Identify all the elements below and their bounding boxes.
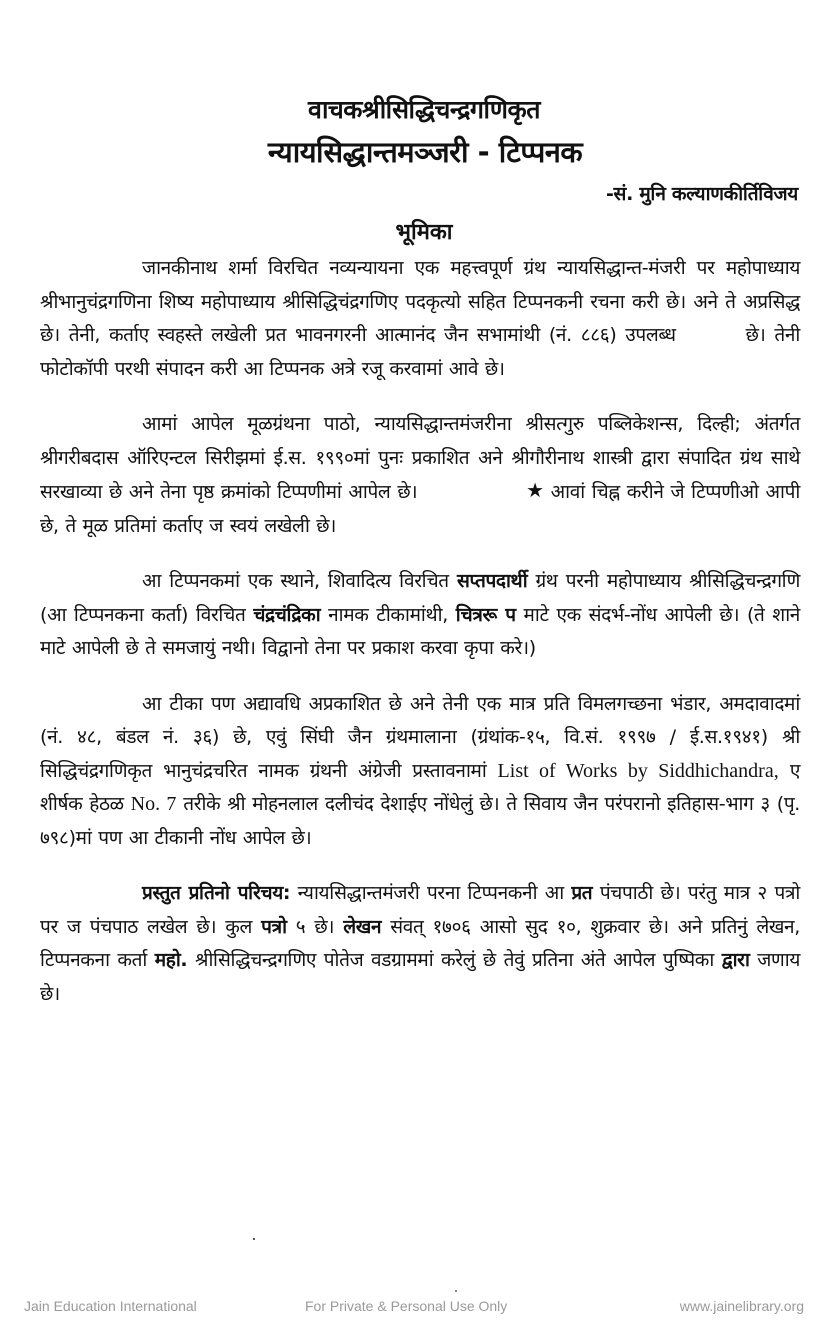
paragraph-2-text-b: आवां चिह्न करीने जे टिप्पणीओ आपी छे, ते मूळ प्रतिमां कर्ताए ज स्वयं लखेली छे। [40,481,800,537]
paragraph-4-text-c: तरीके श्री मोहनलाल दलीचंद देशाईए नोंधेलुं छे। ते सिवाय जैन परंपरानो इतिहास-भाग ३ (पृ. ७९८)मां पण आ टीकानी नोंध आपेल छे। [40,793,800,849]
page-footer [0,1298,828,1318]
page-title: न्यायसिद्धान्तमञ्जरी - टिप्पनक [267,135,583,169]
paragraph-5-bold-d: महो. [154,949,188,971]
scan-speck [455,1290,457,1292]
paragraph-2 [40,408,800,543]
section-heading-bhumika: भूमिका [395,220,453,245]
paragraph-5-text-e: श्रीसिद्धिचन्द्रगणिए पोतेज वडग्राममां करेलुं छे तेवुं प्रतिना अंते आपेल पुष्पिका [195,949,714,971]
paragraph-5-bold-a: प्रत [571,882,593,904]
paragraph-4 [40,688,800,856]
paragraph-2-text-a: आमां आपेल मूळग्रंथना पाठो, न्यायसिद्धान्तमंजरीना श्रीसत्गुरु पब्लिकेशन्स, दिल्ही; अंतर्गत श्रीगरीबदास ऑरिएन्टल सिरीझमां ई.स. १९९०मां पुनः प्रकाशित अने श्रीगौरीनाथ शास्त्री द्वारा संपादित ग्रंथ साथे सरखाव्या छे अने तेना पृष्ठ क्रमांको टिप्पणीमां आपेल छे। [40,413,800,503]
paragraph-5-text-b: पंचपाठी छे। परंतु मात्र २ पत्रो पर ज पंचपाठ लखेल छे। कुल [40,882,800,938]
attribution-heading: वाचकश्रीसिद्धिचन्द्रगणिकृत [308,95,540,124]
paragraph-1-text-a: जानकीनाथ शर्मा विरचित नव्यन्यायना एक महत्त्वपूर्ण ग्रंथ न्यायसिद्धान्त-मंजरी पर महोपाध्याय श्रीभानुचंद्रगणिना शिष्य महोपाध्याय श्रीसिद्धिचंद्रगणिए पदकृत्यो सहित टिप्पनकनी रचना करी छे। अने ते अप्रसिद्ध छे। तेनी, कर्ताए स्वहस्ते लखेली प्रत भावनगरनी आत्मानंद जैन सभामांथी (नं. ८८६) उपलब्ध [40,257,800,346]
paragraph-1 [40,252,800,386]
paragraph-4-english-number: No. 7 [130,793,177,815]
star-icon: ★ [526,478,544,502]
paragraph-3-text-b: ग्रंथ परनी महोपाध्याय श्रीसिद्धिचन्द्रगणि (आ टिप्पनकना कर्ता) विरचित [40,570,800,626]
paragraph-5-lead: प्रस्तुत प्रतिनो परिचय: [142,882,291,904]
paragraph-5-text-f: जणाय छे। [40,949,800,1005]
footer-usage-note: For Private & Personal Use Only [305,1298,508,1314]
paragraph-5-bold-c: लेखन [343,915,382,938]
paragraph-5 [40,877,800,1011]
body-text [40,252,800,1033]
paragraph-3-text-d: माटे एक संदर्भ-नोंध आपेली छे। (ते शाने माटे आपेली छे ते समजायुं नथी। विद्वानो तेना पर प्रकाश करवा कृपा करे।) [40,603,800,659]
paragraph-5-text-c: ५ छे। [295,915,335,938]
paragraph-3-bold-c: चित्ररू प [455,603,516,626]
footer-website-link[interactable]: www.jainelibrary.org [679,1298,804,1314]
paragraph-5-bold-b: पत्रो [261,915,287,938]
paragraph-5-text-a: न्यायसिद्धान्तमंजरी परना टिप्पनकनी आ [297,882,564,904]
paragraph-4-english-title: List of Works by Siddhichandra, [497,759,779,782]
paragraph-3-bold-a: सप्तपदार्थी [456,570,528,592]
paragraph-3-text-a: आ टिप्पनकमां एक स्थाने, शिवादित्य विरचित [142,570,449,592]
editor-credit: -सं. मुनि कल्याणकीर्तिविजय [605,183,798,205]
scan-speck [253,1238,255,1240]
paragraph-3-bold-b: चंद्रचंद्रिका [253,603,321,626]
paragraph-4-text-a: आ टीका पण अद्यावधि अप्रकाशित छे अने तेनी एक मात्र प्रति विमलगच्छना भंडार, अमदावादमां (नं. ४८, बंडल नं. ३६) छे, एवुं सिंघी जैन ग्रंथमालाना (ग्रंथांक-१५, वि.सं. १९९७ / ई.स.१९४१) श्री सिद्धिचंद्रगणिकृत भानुचंद्रचरित नामक ग्रंथनी अंग्रेजी प्रस्तावनामां [40,692,800,782]
paragraph-3 [40,565,800,666]
paragraph-5-text-d: संवत् १७०६ आसो सुद १०, शुक्रवार छे। अने प्रतिनुं लेखन, टिप्पनकना कर्ता [40,915,800,971]
paragraph-4-text-b: ए शीर्षक हेठळ [40,759,800,815]
paragraph-5-bold-e: द्वारा [721,949,750,971]
paragraph-3-text-c: नामक टीकामांथी, [328,603,448,626]
footer-publisher: Jain Education International [24,1298,197,1314]
paragraph-1-text-b: छे। तेनी फोटोकॉपी परथी संपादन करी आ टिप्पनक अत्रे रजू करवामां आवे छे। [40,324,800,380]
